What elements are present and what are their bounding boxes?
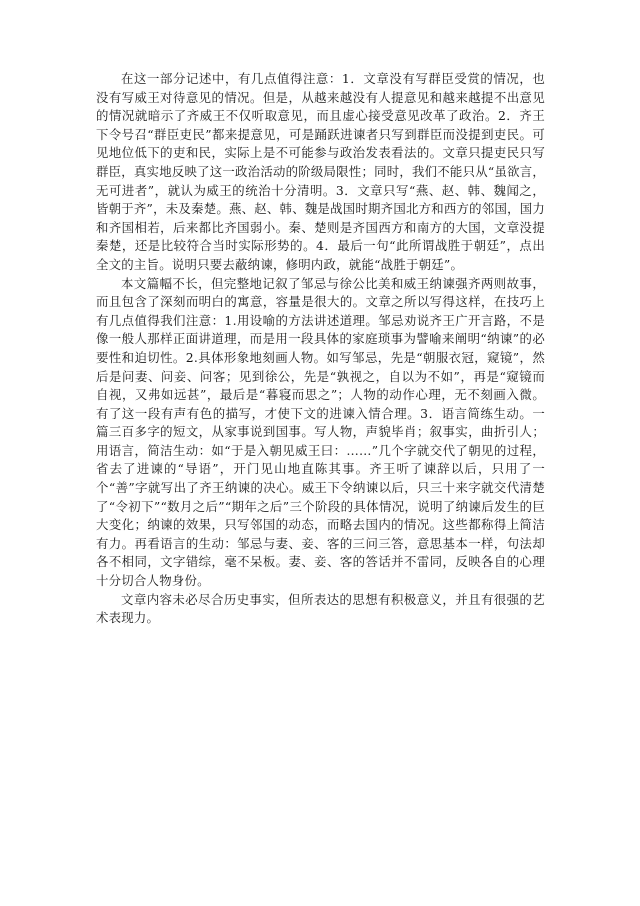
document-page (96, 70, 545, 628)
paragraph-analysis-points: 在这一部分记述中，有几点值得注意：1．文章没有写群臣受赏的情况，也没有写威王对待意见的情况。但是，从越来越没有人提意见和越来越提不出意见的情况就暗示了齐威王不仅听取意见，而且虚心接受意见改革了政治。2．齐王下令号召“群臣吏民”都来提意见，可是踊跃进谏者只写到群臣而没提到吏民。可见地位低下的吏和民，实际上是不可能参与政治发表看法的。文章只提吏民只写群臣，真实地反映了这一政治活动的阶级局限性；同时，我们不能只从“虽欲言，无可进者”，就认为威王的统治十分清明。3．文章只写“燕、赵、韩、魏闻之，皆朝于齐”，未及秦楚。燕、赵、韩、魏是战国时期齐国北方和西方的邻国，国力和齐国相若，后来都比齐国弱小。秦、楚则是齐国西方和南方的大国，文章没提秦楚，还是比较符合当时实际形势的。4．最后一句“此所谓战胜于朝廷”，点出全文的主旨。说明只要去蔽纳谏，修明内政，就能“战胜于朝廷”。 (96, 71, 546, 272)
paragraph-writing-techniques: 本文篇幅不长，但完整地记叙了邹忌与徐公比美和威王纳谏强齐两则故事，而且包含了深刻而明白的寓意，容量是很大的。文章之所以写得这样，在技巧上有几点值得我们注意：1.用设喻的方法讲述道理。邹忌劝说齐王广开言路，不是像一般人那样正面讲道理，而是用一段具体的家庭琐事为譬喻来阐明“纳谏”的必要性和迫切性。2.具体形象地刻画人物。如写邹忌，先是“朝服衣冠，窥镜”，然后是问妻、问妾、问客；见到徐公，先是“孰视之，自以为不如”，再是“窥镜而自视，又弗如远甚”，最后是“暮寝而思之”；人物的动作心理，无不刻画入微。有了这一段有声有色的描写，才使下文的进谏入情合理。3．语言简练生动。一篇三百多字的短文，从家事说到国事。写人物，声貌毕肖；叙事实，曲折引人；用语言，简洁生动：如“于是入朝见威王曰：……”几个字就交代了朝见的过程，省去了进谏的“导语”，开门见山地直陈其事。齐王听了谏辞以后，只用了一个“善”字就写出了齐王纳谏的决心。威王下令纳谏以后，只三十来字就交代清楚了“令初下”“数月之后”“期年之后”三个阶段的具体情况，说明了纳谏后发生的巨大变化；纳谏的效果，只写邻国的动态，而略去国内的情况。这些都称得上简洁有力。再看语言的生动：邹忌与妻、妾、客的三问三答，意思基本一样，句法却各不相同，文字错综，毫不呆板。妻、妾、客的答话并不雷同，反映各自的心理十分切合人物身份。 (96, 275, 545, 589)
paragraph-conclusion: 文章内容未必尽合历史事实，但所表达的思想有积极意义，并且有很强的艺术表现力。 (96, 591, 545, 626)
